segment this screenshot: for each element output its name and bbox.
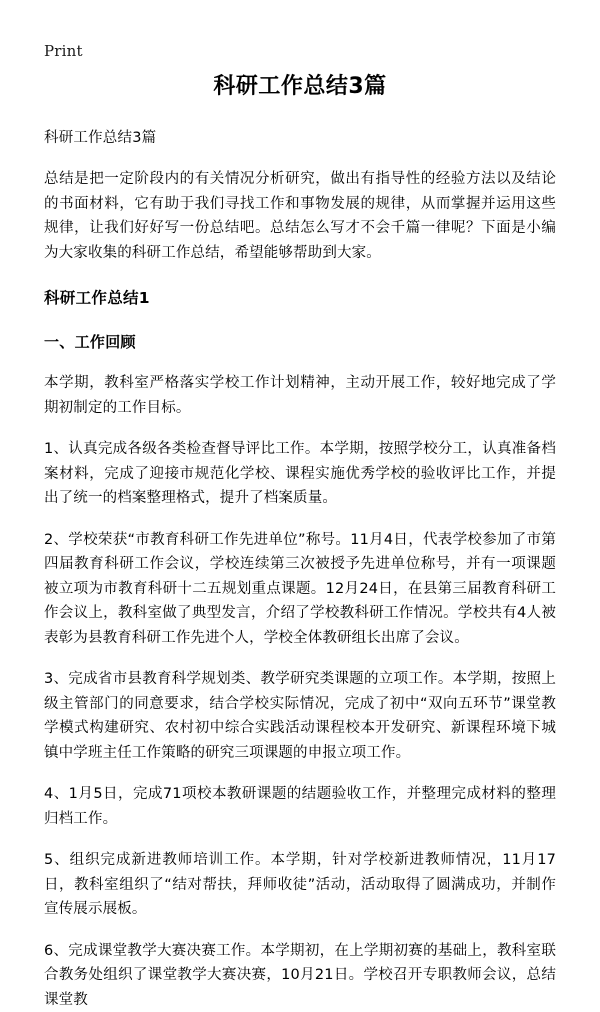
body-paragraph: 1、认真完成各级各类检查督导评比工作。本学期，按照学校分工，认真准备档案材料，完成了迎接市规范化学校、课程实施优秀学校的验收评比工作，并提出了统一的档案整理格式，提升了档案质量。 [44,437,556,511]
body-paragraph: 5、组织完成新进教师培训工作。本学期，针对学校新进教师情况，11月17日，教科室组织了“结对帮扶，拜师收徒”活动，活动取得了圆满成功，并制作宣传展示展板。 [44,848,556,922]
page-title: 科研工作总结3篇 [44,72,556,102]
section-heading: 科研工作总结1 [44,286,556,310]
print-button[interactable]: Print [44,42,83,60]
document-subtitle: 科研工作总结3篇 [44,127,556,149]
document-lead-paragraph: 总结是把一定阶段内的有关情况分析研究，做出有指导性的经验方法以及结论的书面材料，它有助于我们寻找工作和事物发展的规律，从而掌握并运用这些规律，让我们好好写一份总结吧。总结怎么写才不会千篇一律呢？下面是小编为大家收集的科研工作总结，希望能够帮助到大家。 [44,167,556,265]
subsection-heading: 一、工作回顾 [44,330,556,354]
body-paragraph: 6、完成课堂教学大赛决赛工作。本学期初，在上学期初赛的基础上，教科室联合教务处组织了课堂教学大赛决赛，10月21日。学校召开专职教师会议，总结课堂教 [44,939,556,1012]
body-paragraph: 2、学校荣获“市教育科研工作先进单位”称号。11月4日，代表学校参加了市第四届教育科研工作会议，学校连续第三次被授予先进单位称号，并有一项课题被立项为市教育科研十二五规划重点课题。12月24日，在县第三届教育科研工作会议上，教科室做了典型发言，介绍了学校教科研工作情况。学校共有4人被表彰为县教育科研工作先进个人，学校全体教研组长出席了会议。 [44,528,556,651]
body-paragraph: 4、1月5日，完成71项校本教研课题的结题验收工作，并整理完成材料的整理归档工作。 [44,782,556,831]
body-paragraph: 本学期，教科室严格落实学校工作计划精神，主动开展工作，较好地完成了学期初制定的工作目标。 [44,371,556,420]
document-content [44,72,556,1012]
body-paragraph: 3、完成省市县教育科学规划类、教学研究类课题的立项工作。本学期，按照上级主管部门的同意要求，结合学校实际情况，完成了初中“双向五环节”课堂教学模式构建研究、农村初中综合实践活动课程校本开发研究、新课程环境下城镇中学班主任工作策略的研究三项课题的申报立项工作。 [44,667,556,765]
